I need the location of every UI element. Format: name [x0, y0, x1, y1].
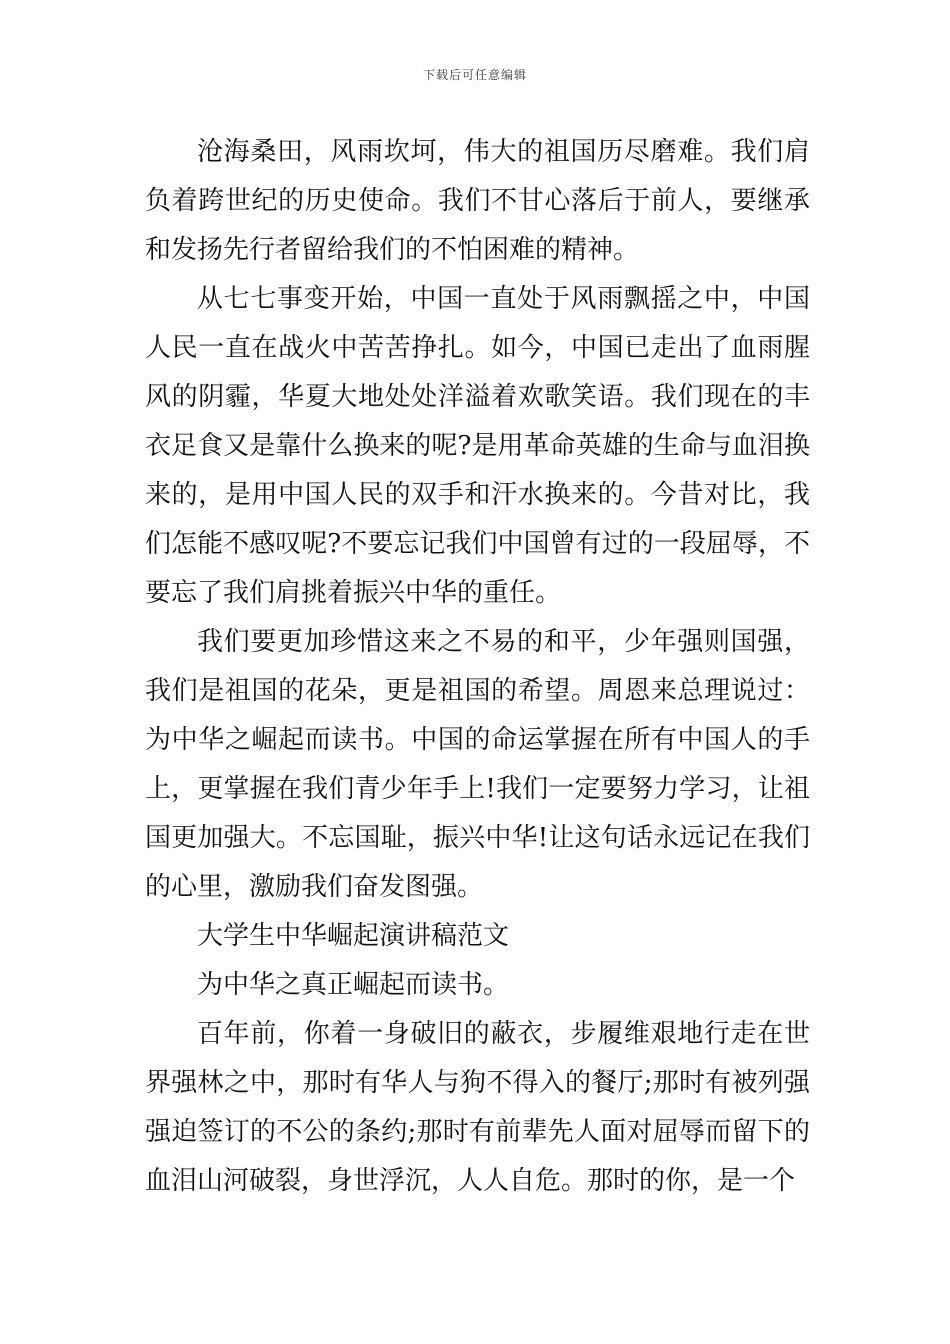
section-subtitle: 为中华之真正崛起而读书。 — [197, 970, 510, 1000]
document-body — [145, 128, 810, 1206]
paragraph-1: 沧海桑田，风雨坎坷，伟大的祖国历尽磨难。我们肩负着跨世纪的历史使命。我们不甘心落后于前人，要继承和发扬先行者留给我们的不怕困难的精神。 — [145, 137, 810, 265]
paragraph-2: 从七七事变开始，中国一直处于风雨飘摇之中，中国人民一直在战火中苦苦挣扎。如今，中国已走出了血雨腥风的阴霾，华夏大地处处洋溢着欢歌笑语。我们现在的丰衣足食又是靠什么换来的呢?是用革命英雄的生命与血泪换来的，是用中国人民的双手和汗水换来的。今昔对比，我们怎能不感叹呢?不要忘记我们中国曾有过的一段屈辱，不要忘了我们肩挑着振兴中华的重任。 — [145, 284, 810, 608]
paragraph-4: 百年前，你着一身破旧的蔽衣，步履维艰地行走在世界强林之中，那时有华人与狗不得入的餐厅;那时有被列强强迫签订的不公的条约;那时有前辈先人面对屈辱而留下的血泪山河破裂，身世浮沉，人人自危。那时的你，是一个 — [145, 1019, 810, 1196]
header-note: 下载后可任意编辑 — [422, 68, 527, 82]
paragraph-3: 我们要更加珍惜这来之不易的和平，少年强则国强，我们是祖国的花朵，更是祖国的希望。周恩来总理说过：为中华之崛起而读书。中国的命运掌握在所有中国人的手上，更掌握在我们青少年手上!我们一定要努力学习，让祖国更加强大。不忘国耻，振兴中华!让这句话永远记在我们的心里，激励我们奋发图强。 — [145, 627, 810, 902]
section-title: 大学生中华崛起演讲稿范文 — [197, 921, 510, 951]
